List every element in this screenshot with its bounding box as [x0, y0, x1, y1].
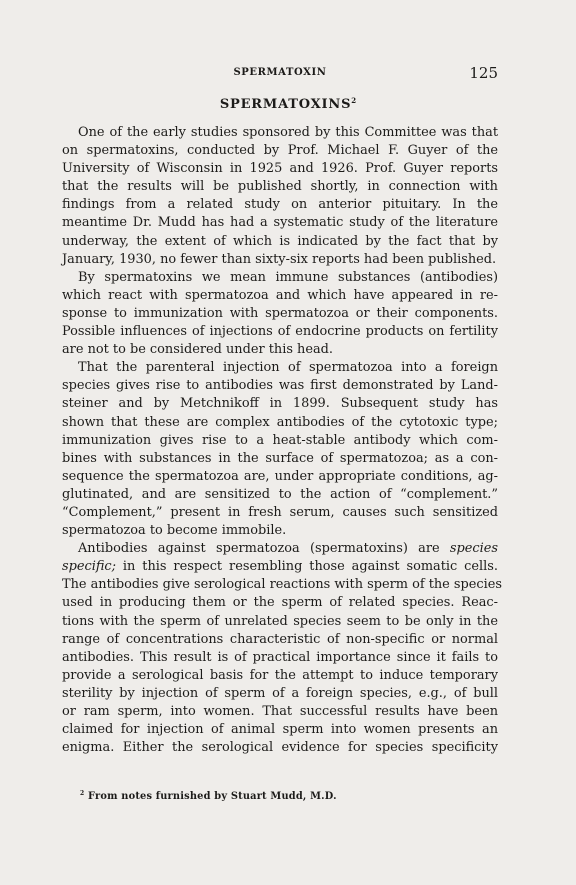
body-line: are not to be considered under this head.	[62, 342, 333, 358]
body-line: spermatozoa to become immobile.	[62, 523, 287, 539]
body-line: January, 1930, no fewer than sixty-six reports had been published.	[62, 251, 497, 267]
running-head	[62, 64, 498, 84]
body-line: species gives rise to antibodies was first demonstrated by Land-	[62, 378, 498, 394]
body-line: That the parenteral injection of spermatozoa into a foreign	[78, 360, 498, 376]
footnote-text: From notes furnished by Stuart Mudd, M.D.	[88, 791, 337, 802]
body-line: tions with the sperm of unrelated species seem to be only in the	[62, 613, 498, 629]
body-line: One of the early studies sponsored by this Committee was that	[78, 125, 498, 140]
body-line: findings from a related study on anterior pituitary. In the	[62, 197, 498, 213]
body-line: sponse to immunization with spermatozoa or their components.	[62, 305, 498, 321]
body-line: which react with spermatozoa and which have appeared in re-	[62, 287, 498, 303]
body-line: steiner and by Metchnikoff in 1899. Subsequent study has	[62, 396, 498, 412]
title-footnote-mark: 2	[351, 96, 357, 105]
body-line: bines with substances in the surface of spermatozoa; as a con-	[62, 450, 498, 466]
footnote-mark: 2	[80, 790, 85, 797]
body-line: “Complement,” present in fresh serum, causes such sensitized	[62, 504, 498, 520]
body-line: antibodies. This result is of practical importance since it fails to	[62, 649, 498, 665]
body-line: specific; in this respect resembling those against somatic cells.	[62, 559, 498, 575]
body-line: on spermatoxins, conducted by Prof. Michael F. Guyer of the	[62, 143, 498, 159]
body-text	[62, 124, 502, 757]
emphasis: species	[449, 541, 498, 557]
emphasis: specific;	[62, 559, 116, 575]
body-line: used in producing them or the sperm of related species. Reac-	[62, 595, 498, 611]
body-line: glutinated, and are sensitized to the action of “complement.”	[62, 486, 498, 502]
running-title: SPERMATOXIN	[233, 67, 327, 78]
body-line: sequence the spermatozoa are, under appropriate conditions, ag-	[62, 468, 498, 484]
body-line: meantime Dr. Mudd has had a systematic study of the literature	[62, 215, 498, 231]
body-line: enigma. Either the serological evidence for species specificity	[62, 740, 498, 756]
body-line: sterility by injection of sperm of a foreign species, e.g., of bull	[62, 685, 498, 701]
body-line: that the results will be published shortly, in connection with	[62, 179, 498, 195]
body-line: Possible influences of injections of endocrine products on fertility	[62, 324, 498, 340]
section-title	[0, 96, 576, 112]
body-line: claimed for injection of animal sperm into women presents an	[62, 722, 498, 738]
body-line: shown that these are complex antibodies of the cytotoxic type;	[62, 414, 498, 430]
body-line: By spermatoxins we mean immune substances (antibodies)	[78, 269, 498, 285]
page-number: 125	[469, 64, 498, 82]
section-title-text: SPERMATOXINS	[219, 97, 352, 112]
body-line: provide a serological basis for the attempt to induce temporary	[62, 667, 498, 683]
body-line: immunization gives rise to a heat-stable antibody which com-	[62, 432, 498, 448]
body-line: or ram sperm, into women. That successful results have been	[62, 704, 498, 719]
body-line: Antibodies against spermatozoa (spermatoxins) are species	[78, 541, 498, 557]
body-line: University of Wisconsin in 1925 and 1926. Prof. Guyer reports	[62, 161, 498, 177]
body-line: underway, the extent of which is indicated by the fact that by	[62, 233, 498, 249]
body-line: range of concentrations characteristic of non-specific or normal	[62, 631, 498, 647]
footnote	[80, 790, 500, 802]
body-line: The antibodies give serological reactions with sperm of the species	[62, 577, 502, 593]
